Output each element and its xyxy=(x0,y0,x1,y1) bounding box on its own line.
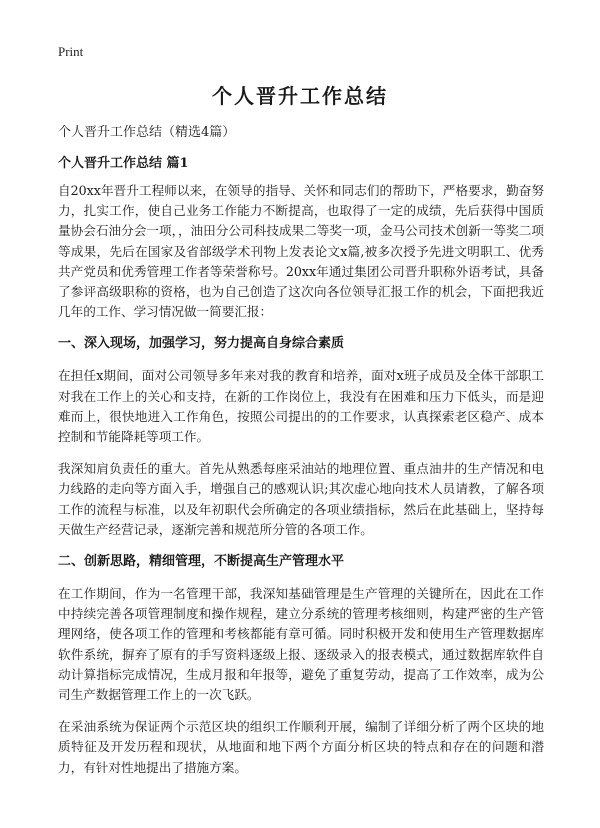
paragraph: 我深知肩负责任的重大。首先从熟悉每座采油站的地理位置、重点油井的生产情况和电力线路的走向等方面入手，增强自己的感观认识;其次虚心地向技术人员请教，了解各项工作的流程与标准，以及年初职代会所确定的各项业绩指标，然后在此基础上，坚持每天做生产经营记录，逐渐完善和规范所分管的各项工作。 xyxy=(58,461,544,537)
paragraph: 在工作期间，作为一名管理干部，我深知基础管理是生产管理的关键所在，因此在工作中持续完善各项管理制度和操作规程，建立分系统的管理考核细则，构建严密的生产管理网络，使各项工作的管理和考核都能有章可循。同时积极开发和使用生产管理数据库软件系统，摒弃了原有的手写资料逐级上报、逐级录入的报表模式，通过数据库软件自动计算指标完成情况，生成月报和年报等，避免了重复劳动，提高了工作效率，成为公司生产数据管理工作上的一次飞跃。 xyxy=(58,586,544,703)
document-body xyxy=(58,181,544,790)
paragraph: 在采油系统为保证两个示范区块的组织工作顺利开展，编制了详细分析了两个区块的地质特征及开发历程和现状，从地面和地下两个方面分析区块的特点和存在的问题和潜力，有针对性地提出了措施方案。 xyxy=(58,719,544,775)
page-title: 个人晋升工作总结 xyxy=(212,84,388,108)
document-subtitle: 个人晋升工作总结（精选4篇） xyxy=(58,125,236,140)
section-heading-2: 二、创新思路，精细管理，不断提高生产管理水平 xyxy=(58,554,345,570)
print-link[interactable]: Print xyxy=(58,44,84,59)
section-heading-1: 一、深入现场，加强学习，努力提高自身综合素质 xyxy=(58,336,345,352)
paragraph-intro: 自20xx年晋升工程师以来，在领导的指导、关怀和同志们的帮助下，严格要求，勤奋努力，扎实工作，使自己业务工作能力不断提高，也取得了一定的成绩，先后获得中国质量协会石油分会一项，，油田分公司科技成果二等奖一项，金马公司技术创新一等奖二项等成果，先后在国家及省部级学术刊物上发表论文x篇,被多次授予先进文明职工、优秀共产党员和优秀管理工作者等荣誉称号。20xx年通过集团公司晋升职称外语考试，具备了参评高级职称的资格，也为自己创造了这次向各位领导汇报工作的机会，下面把我近几年的工作、学习情况做一简要汇报： xyxy=(58,183,544,320)
paragraph: 在担任x期间，面对公司领导多年来对我的教育和培养，面对x班子成员及全体干部职工对我在工作上的关心和支持，在新的工作岗位上，我没有在困难和压力下低头，而是迎难而上，很快地进入工作角色，按照公司提出的的工作要求，认真探索老区稳产、成本控制和节能降耗等项工作。 xyxy=(58,368,544,445)
part-heading: 个人晋升工作总结 篇1 xyxy=(58,156,189,171)
